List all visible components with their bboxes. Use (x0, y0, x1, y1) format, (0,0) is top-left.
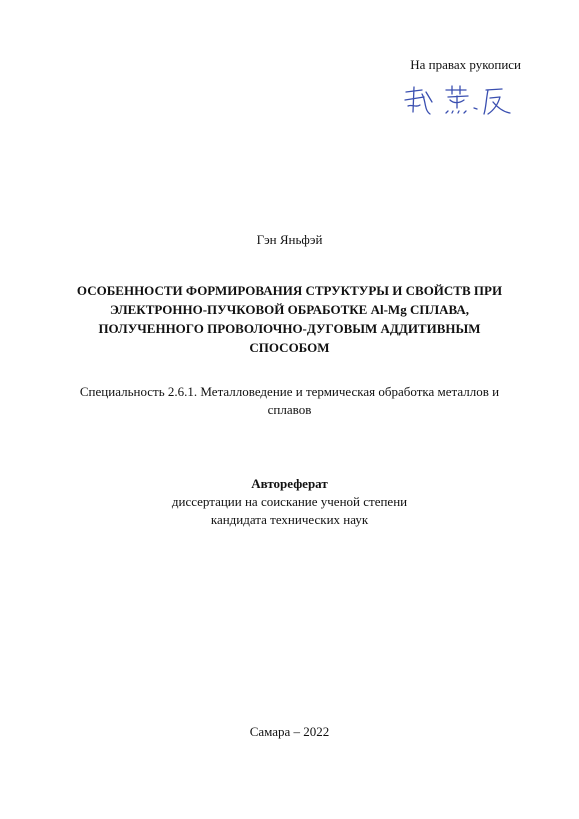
title-line: ПОЛУЧЕННОГО ПРОВОЛОЧНО-ДУГОВЫМ АДДИТИВНЫМ (98, 321, 481, 336)
abstract-line: кандидата технических наук (210, 512, 369, 527)
author-name: Гэн Яньфэй (256, 232, 323, 247)
place-and-year: Самара – 2022 (249, 724, 330, 739)
abstract-block (0, 475, 579, 529)
handwritten-signature (402, 84, 522, 118)
title-line: ОСОБЕННОСТИ ФОРМИРОВАНИЯ СТРУКТУРЫ И СВОЙСТВ ПРИ (76, 283, 503, 298)
specialty (40, 383, 539, 419)
title-line: СПОСОБОМ (249, 340, 330, 355)
specialty-line: Специальность 2.6.1. Металловедение и термическая обработка металлов и (79, 384, 500, 399)
dissertation-title (40, 281, 539, 357)
abstract-heading: Автореферат (251, 476, 328, 491)
abstract-line: диссертации на соискание ученой степени (171, 494, 408, 509)
rights-note: На правах рукописи (410, 57, 521, 72)
title-line: ЭЛЕКТРОННО-ПУЧКОВОЙ ОБРАБОТКЕ Al-Mg СПЛАВА, (109, 302, 470, 317)
specialty-line: сплавов (267, 402, 312, 417)
